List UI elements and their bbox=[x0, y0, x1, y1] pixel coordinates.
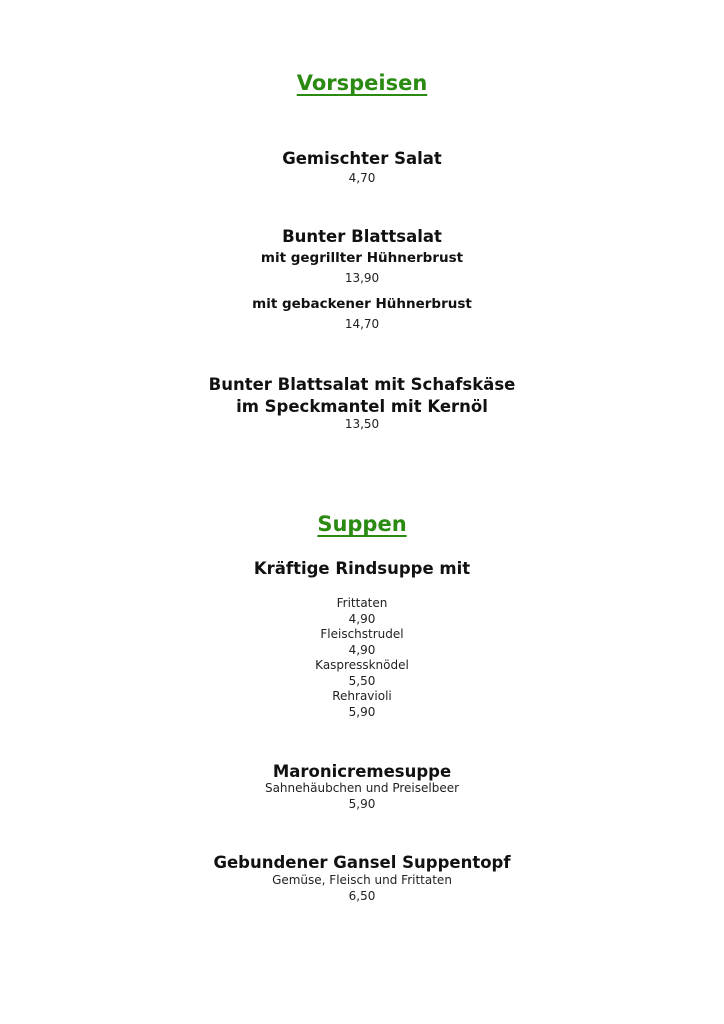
dish-name-rindsuppe: Kräftige Rindsuppe mit bbox=[253, 559, 471, 578]
dish-name-maronicremesuppe: Maronicremesuppe bbox=[272, 762, 452, 781]
price-kaspressknoedel: 5,50 bbox=[348, 674, 376, 688]
price-gemischter-salat: 4,70 bbox=[348, 171, 376, 185]
price-gebackene-huehnerbrust: 14,70 bbox=[344, 317, 380, 331]
price-rehravioli: 5,90 bbox=[348, 705, 376, 719]
option-label-rehravioli: Rehravioli bbox=[332, 689, 392, 703]
dish-description-maronicremesuppe: Sahnehäubchen und Preiselbeer bbox=[264, 781, 460, 795]
option-label-frittaten: Frittaten bbox=[336, 596, 388, 610]
price-schafskaese: 13,50 bbox=[344, 417, 380, 431]
section-title-vorspeisen: Vorspeisen bbox=[296, 71, 428, 95]
dish-description-gansel-suppentopf: Gemüse, Fleisch und Frittaten bbox=[272, 873, 452, 887]
dish-name-schafskaese-line2: im Speckmantel mit Kernöl bbox=[236, 397, 488, 416]
option-label-kaspressknoedel: Kaspressknödel bbox=[315, 658, 409, 672]
section-title-suppen: Suppen bbox=[317, 512, 407, 536]
price-fleischstrudel: 4,90 bbox=[348, 643, 376, 657]
price-gansel-suppentopf: 6,50 bbox=[348, 889, 376, 903]
price-frittaten: 4,90 bbox=[348, 612, 376, 626]
price-gegrillte-huehnerbrust: 13,90 bbox=[344, 271, 380, 285]
dish-name-gemischter-salat: Gemischter Salat bbox=[282, 149, 442, 168]
option-label-fleischstrudel: Fleischstrudel bbox=[320, 627, 404, 641]
price-maronicremesuppe: 5,90 bbox=[348, 797, 376, 811]
dish-name-gansel-suppentopf: Gebundener Gansel Suppentopf bbox=[213, 853, 511, 872]
option-label-gegrillte-huehnerbrust: mit gegrillter Hühnerbrust bbox=[260, 250, 464, 266]
option-label-gebackene-huehnerbrust: mit gebackener Hühnerbrust bbox=[252, 296, 472, 312]
dish-name-schafskaese-line1: Bunter Blattsalat mit Schafskäse bbox=[208, 375, 516, 394]
dish-name-bunter-blattsalat: Bunter Blattsalat bbox=[282, 227, 442, 246]
